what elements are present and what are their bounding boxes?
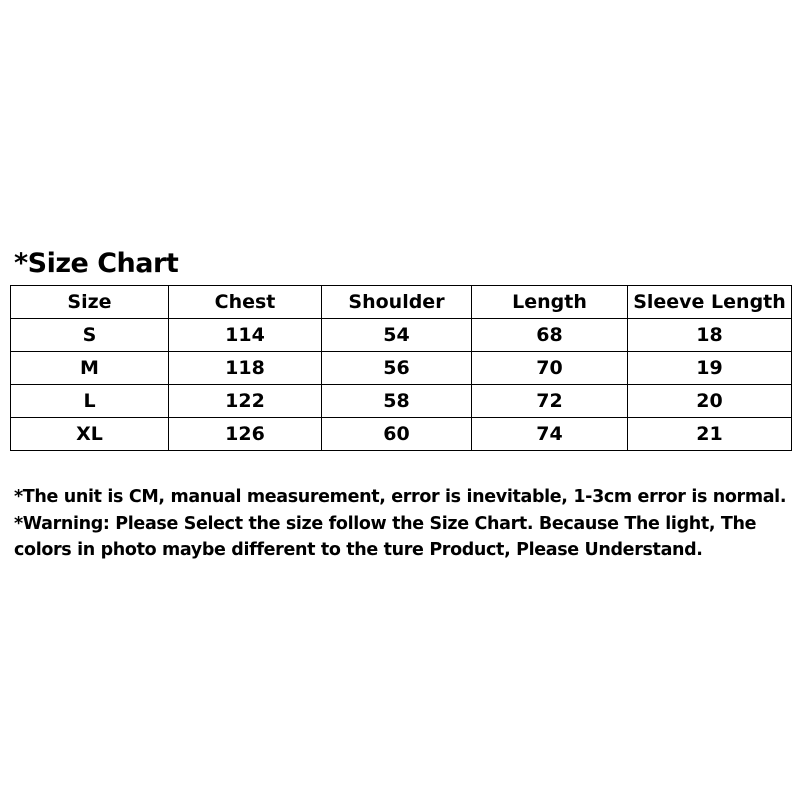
header-sleeve-length: Sleeve Length bbox=[628, 286, 792, 319]
cell-size: M bbox=[11, 352, 169, 385]
header-size: Size bbox=[11, 286, 169, 319]
cell-sleeve-length: 21 bbox=[628, 418, 792, 451]
cell-length: 72 bbox=[472, 385, 628, 418]
page-title: *Size Chart bbox=[14, 248, 179, 279]
size-chart-table bbox=[10, 285, 792, 451]
cell-size: L bbox=[11, 385, 169, 418]
table-row bbox=[11, 385, 792, 418]
cell-length: 68 bbox=[472, 319, 628, 352]
header-length: Length bbox=[472, 286, 628, 319]
header-chest: Chest bbox=[169, 286, 322, 319]
cell-length: 70 bbox=[472, 352, 628, 385]
cell-chest: 126 bbox=[169, 418, 322, 451]
cell-chest: 118 bbox=[169, 352, 322, 385]
table-row bbox=[11, 352, 792, 385]
table-header-row bbox=[11, 286, 792, 319]
cell-shoulder: 60 bbox=[322, 418, 472, 451]
cell-sleeve-length: 19 bbox=[628, 352, 792, 385]
table-row bbox=[11, 319, 792, 352]
cell-shoulder: 54 bbox=[322, 319, 472, 352]
cell-chest: 122 bbox=[169, 385, 322, 418]
cell-chest: 114 bbox=[169, 319, 322, 352]
warning-note: *Warning: Please Select the size follow the Size Chart. Because The light, The colors in photo maybe different to the ture Product, Please Understand. bbox=[14, 513, 757, 560]
cell-size: XL bbox=[11, 418, 169, 451]
cell-shoulder: 56 bbox=[322, 352, 472, 385]
unit-note: *The unit is CM, manual measurement, error is inevitable, 1-3cm error is normal. bbox=[14, 487, 787, 507]
notes-section bbox=[14, 484, 794, 564]
table-row bbox=[11, 418, 792, 451]
cell-size: S bbox=[11, 319, 169, 352]
cell-shoulder: 58 bbox=[322, 385, 472, 418]
cell-sleeve-length: 20 bbox=[628, 385, 792, 418]
cell-length: 74 bbox=[472, 418, 628, 451]
cell-sleeve-length: 18 bbox=[628, 319, 792, 352]
header-shoulder: Shoulder bbox=[322, 286, 472, 319]
